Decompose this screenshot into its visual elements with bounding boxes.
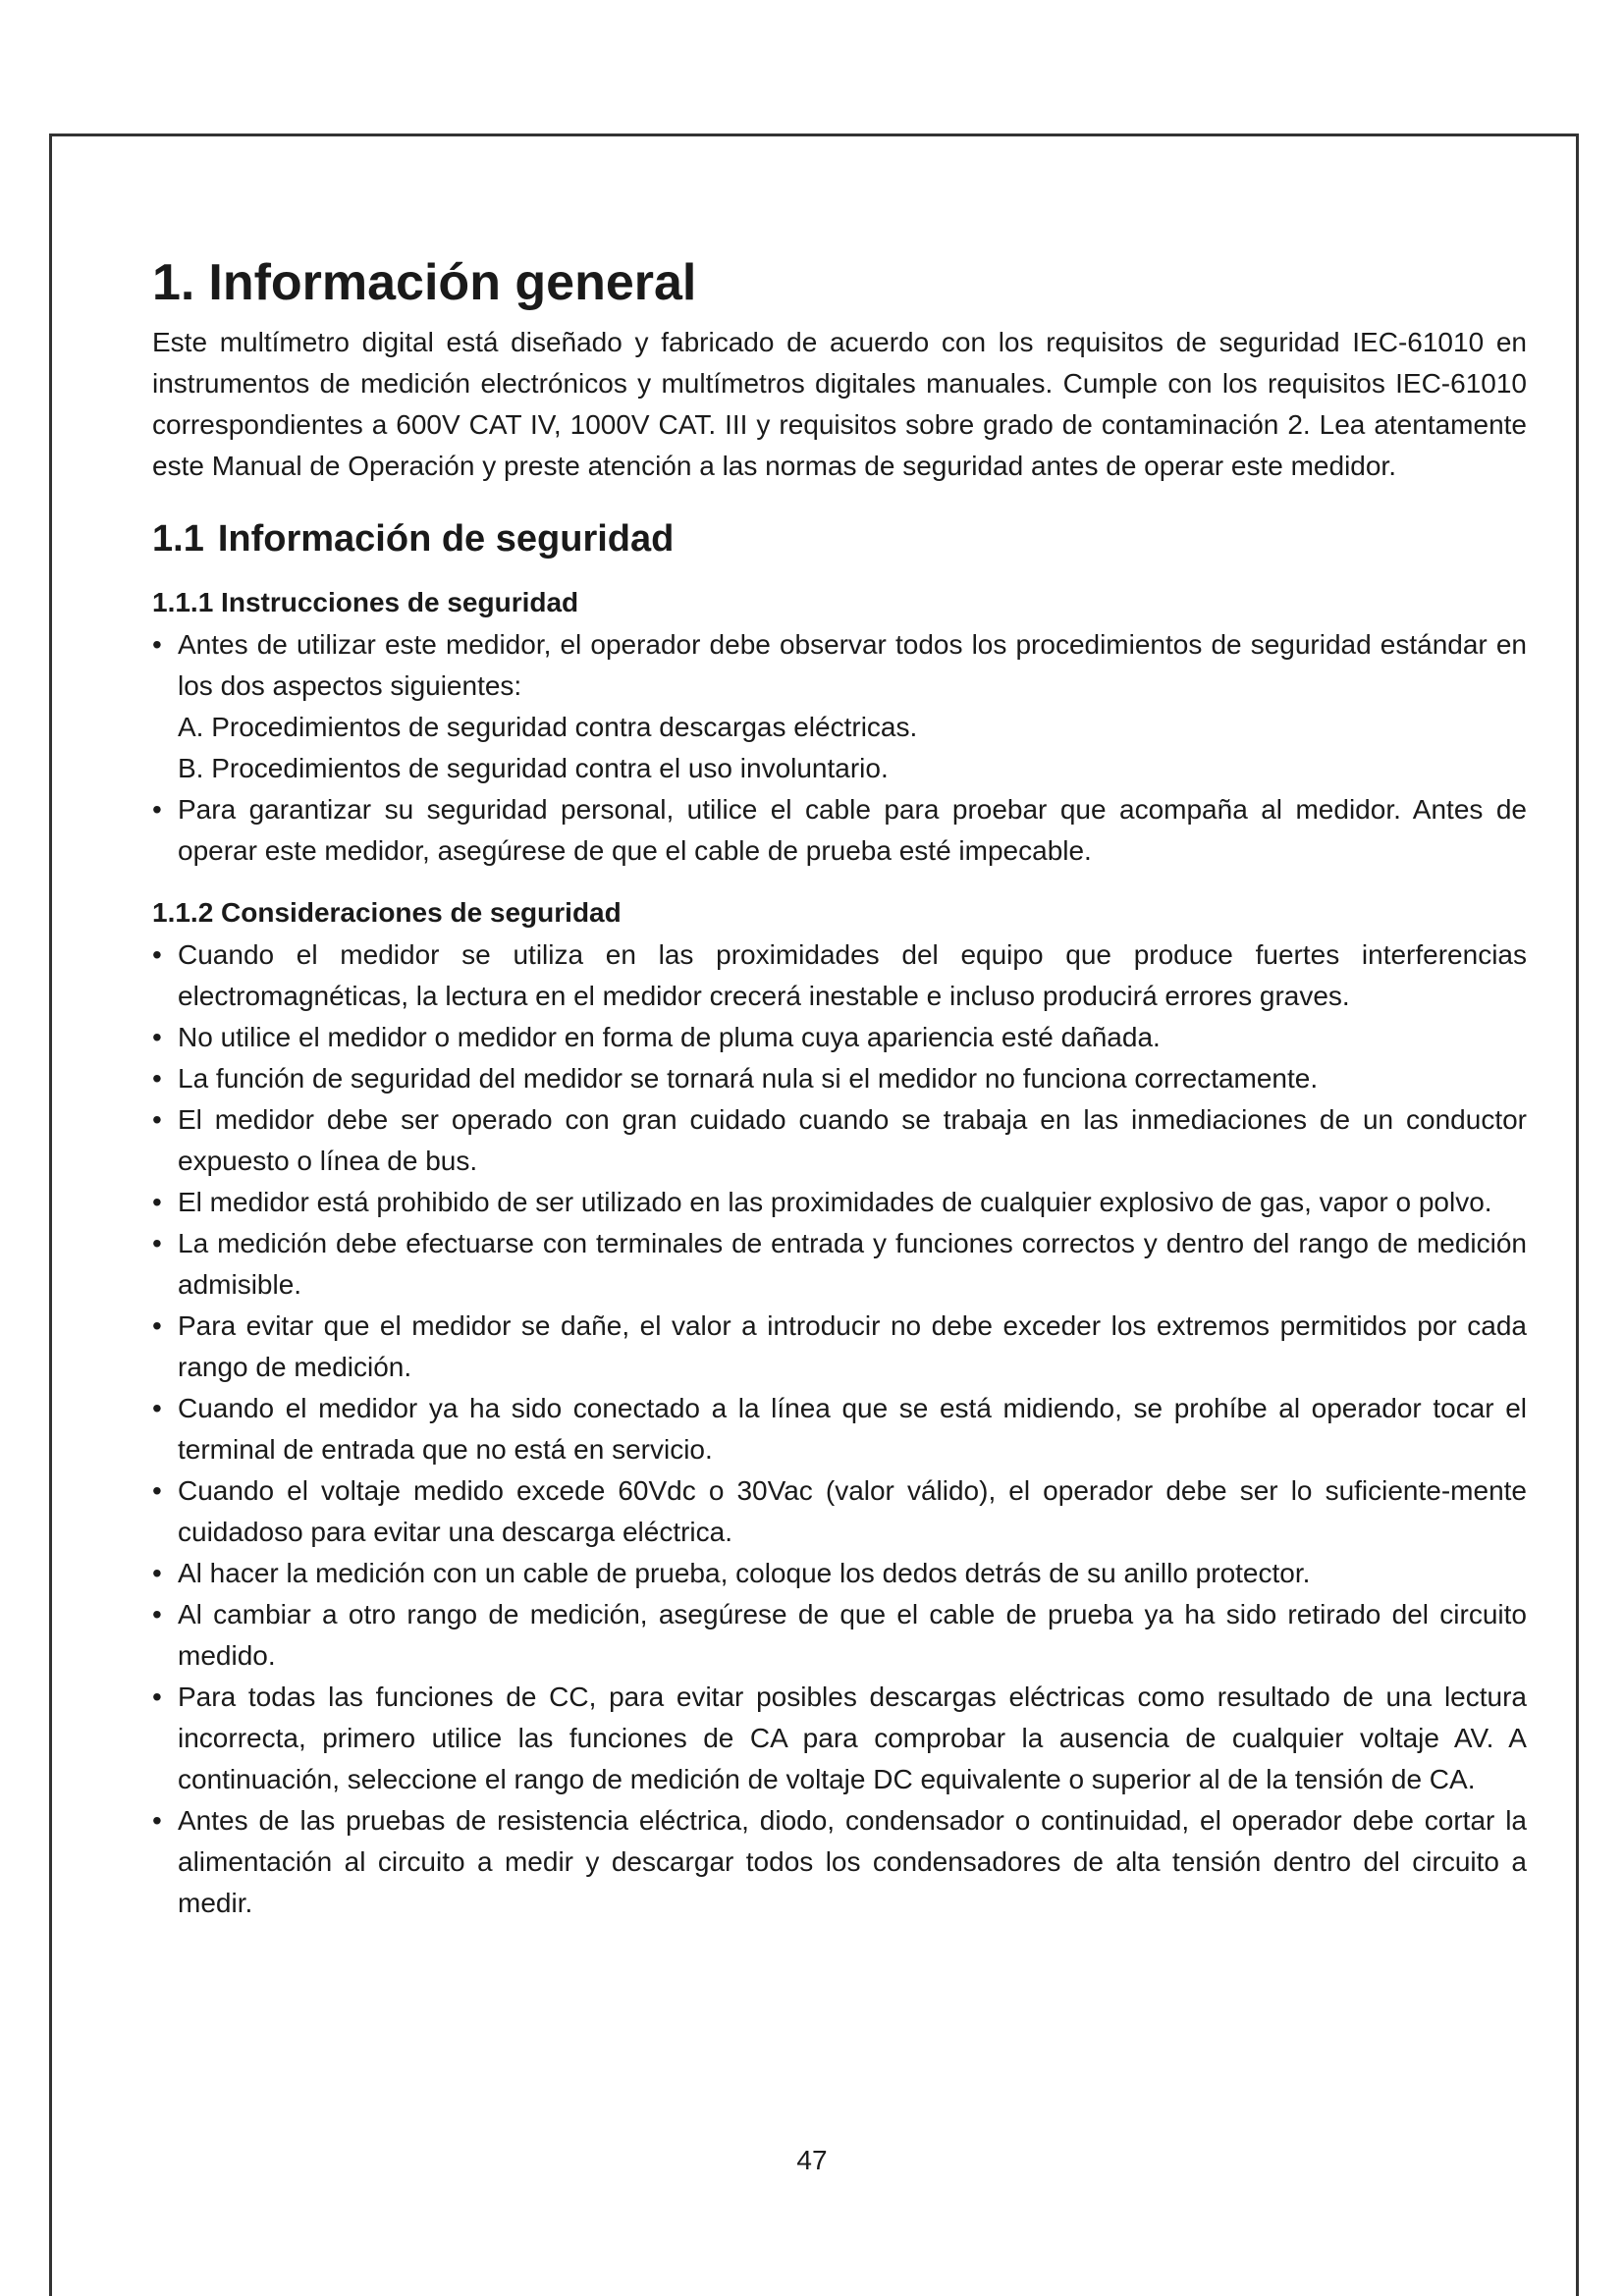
list-item: • Al cambiar a otro rango de medición, asegúrese de que el cable de prueba ya ha sido retirado del circuito medido. — [152, 1594, 1527, 1677]
section-title-text: Información general — [208, 254, 697, 311]
section-title — [152, 253, 1527, 312]
list-item-text: Antes de utilizar este medidor, el operador debe observar todos los procedimientos de seguridad estándar en los dos aspectos siguientes: — [178, 629, 1527, 701]
instructions-heading: 1.1.1 Instrucciones de seguridad — [152, 587, 579, 617]
list-item: • El medidor está prohibido de ser utilizado en las proximidades de cualquier explosivo de gas, vapor o polvo. — [152, 1182, 1527, 1223]
list-item: • El medidor debe ser operado con gran cuidado cuando se trabaja en las inmediaciones de un conductor expuesto o línea de bus. — [152, 1099, 1527, 1182]
list-item: • Cuando el medidor se utiliza en las proximidades del equipo que produce fuertes interferencias electromagnéticas, la lectura en el medidor crecerá inestable e incluso producirá errores graves. — [152, 934, 1527, 1017]
document-body — [152, 253, 1527, 1924]
list-item: • La medición debe efectuarse con terminales de entrada y funciones correctos y dentro del rango de medición admisible. — [152, 1223, 1527, 1306]
sub-item: B. Procedimientos de seguridad contra el uso involuntario. — [178, 753, 889, 783]
sub-item: A. Procedimientos de seguridad contra descargas eléctricas. — [178, 712, 918, 742]
list-item: • Cuando el medidor ya ha sido conectado a la línea que se está midiendo, se prohíbe al operador tocar el terminal de entrada que no está en servicio. — [152, 1388, 1527, 1470]
list-item: • Al hacer la medición con un cable de prueba, coloque los dedos detrás de su anillo protector. — [152, 1553, 1527, 1594]
list-item — [152, 624, 1527, 789]
subsection-title — [152, 516, 1527, 561]
list-item: • Para evitar que el medidor se dañe, el valor a introducir no debe exceder los extremos permitidos por cada rango de medición. — [152, 1306, 1527, 1388]
subsection-title-text: Información de seguridad — [217, 518, 675, 560]
considerations-list — [152, 934, 1527, 1924]
list-item: • No utilice el medidor o medidor en forma de pluma cuya apariencia esté dañada. — [152, 1017, 1527, 1058]
list-item-text: Para garantizar su seguridad personal, utilice el cable para proebar que acompaña al medidor. Antes de operar este medidor, asegúrese de que el cable de prueba esté impecable. — [178, 794, 1527, 866]
considerations-heading: 1.1.2 Consideraciones de seguridad — [152, 897, 622, 928]
subsection-number: 1.1 — [152, 518, 204, 560]
list-item: • Cuando el voltaje medido excede 60Vdc o 30Vac (valor válido), el operador debe ser lo suficiente-mente cuidadoso para evitar una descarga eléctrica. — [152, 1470, 1527, 1553]
list-item — [152, 789, 1527, 872]
section-number: 1. — [152, 254, 195, 311]
page-number: 47 — [796, 2145, 828, 2175]
list-item: • Antes de las pruebas de resistencia eléctrica, diodo, condensador o continuidad, el operador debe cortar la alimentación al circuito a medir y descargar todos los condensadores de alta tensión dentro del circuito a medir. — [152, 1800, 1527, 1924]
instructions-list — [152, 624, 1527, 872]
list-item: • Para todas las funciones de CC, para evitar posibles descargas eléctricas como resultado de una lectura incorrecta, primero utilice las funciones de CA para comprobar la ausencia de cualquier voltaje AV. A continuación, seleccione el rango de medición de voltaje DC equivalente o superior al de la tensión de CA. — [152, 1677, 1527, 1800]
list-item: • La función de seguridad del medidor se tornará nula si el medidor no funciona correctamente. — [152, 1058, 1527, 1099]
intro-paragraph: Este multímetro digital está diseñado y fabricado de acuerdo con los requisitos de seguridad IEC-61010 en instrumentos de medición electrónicos y multímetros digitales manuales. Cumple con los requisitos IEC-61010 correspondientes a 600V CAT IV, 1000V CAT. III y requisitos sobre grado de contaminación 2. Lea atentamente este Manual de Operación y preste atención a las normas de seguridad antes de operar este medidor. — [152, 327, 1527, 481]
